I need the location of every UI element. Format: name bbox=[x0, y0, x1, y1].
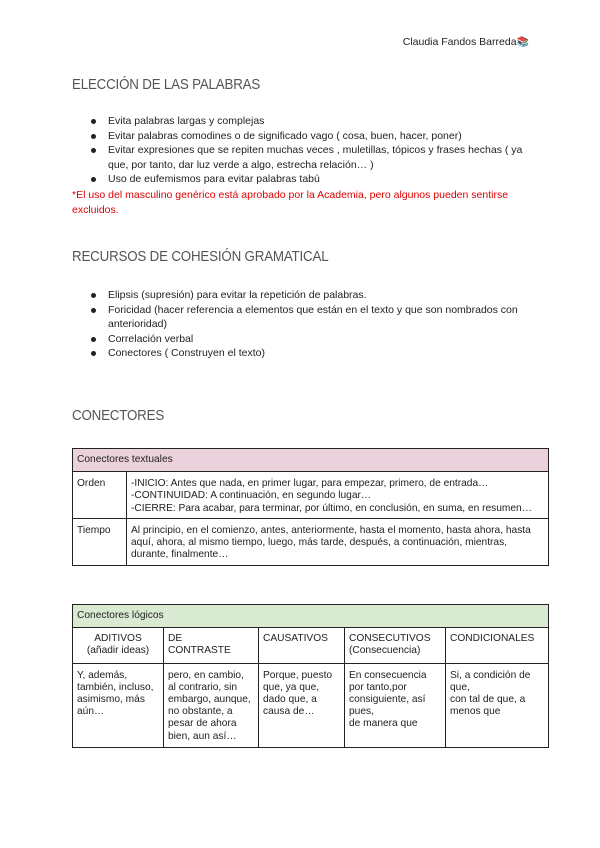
table-cell: En consecuencia por tanto,por consiguiente, así pues, de manera que bbox=[345, 663, 446, 747]
row-content bbox=[127, 472, 549, 519]
connector-line: -CIERRE: Para acabar, para terminar, por último, en conclusión, en suma, en resumen… bbox=[131, 502, 532, 514]
list-item: Uso de eufemismos para evitar palabras tabú bbox=[90, 172, 530, 187]
books-icon: 📚 bbox=[516, 37, 529, 48]
column-header: CONDICIONALES bbox=[446, 628, 549, 663]
masculine-generic-note: *El uso del masculino genérico está aprobado por la Academia, pero algunos pueden sentirse excluidos. bbox=[72, 189, 509, 216]
table-cell: Si, a condición de que, con tal de que, a menos que bbox=[446, 663, 549, 747]
table-row bbox=[73, 628, 549, 663]
table-header-row bbox=[73, 605, 549, 628]
row-label: Orden bbox=[73, 472, 127, 519]
table-header-row bbox=[73, 449, 549, 472]
list-item: Conectores ( Construyen el texto) bbox=[90, 346, 530, 361]
column-header: DE CONTRASTE bbox=[164, 628, 259, 663]
connector-line: -INICIO: Antes que nada, en primer lugar, para empezar, primero, de entrada… bbox=[131, 478, 489, 490]
column-header: CAUSATIVOS bbox=[259, 628, 345, 663]
table-header: Conectores textuales bbox=[73, 449, 549, 472]
section-title-eleccion: ELECCIÓN DE LAS PALABRAS bbox=[72, 77, 261, 93]
table-header: Conectores lógicos bbox=[73, 605, 549, 628]
list-item: Evitar expresiones que se repiten muchas veces , muletillas, tópicos y frases hechas ( ya que, por tanto, dar luz verde a algo, estrecha relación… ) bbox=[90, 143, 530, 172]
section-title-conectores: CONECTORES bbox=[72, 408, 165, 424]
table-row bbox=[73, 472, 549, 519]
column-header: CONSECUTIVOS (Consecuencia) bbox=[345, 628, 446, 663]
table-row bbox=[73, 518, 549, 566]
table-cell: pero, en cambio, al contrario, sin embargo, aunque, no obstante, a pesar de ahora bien, aun así… bbox=[164, 663, 259, 747]
row-label: Tiempo bbox=[73, 518, 127, 566]
author-name: Claudia Fandos Barreda bbox=[402, 36, 517, 48]
list-item: Evitar palabras comodines o de significado vago ( cosa, buen, hacer, poner) bbox=[90, 129, 530, 144]
author-header bbox=[403, 36, 529, 48]
bullet-list-cohesion bbox=[90, 288, 530, 361]
row-content bbox=[127, 518, 549, 566]
table-cell: Y, además, también, incluso, asimismo, más aún… bbox=[73, 663, 164, 747]
list-item: Elipsis (supresión) para evitar la repetición de palabras. bbox=[90, 288, 530, 303]
table-row bbox=[73, 663, 549, 747]
column-header: ADITIVOS (añadir ideas) bbox=[73, 628, 164, 663]
list-item: Correlación verbal bbox=[90, 332, 530, 347]
connector-line: -CONTINUIDAD: A continuación, en segundo lugar… bbox=[131, 490, 372, 502]
list-item: Foricidad (hacer referencia a elementos que están en el texto y que son nombrados con anterioridad) bbox=[90, 303, 530, 332]
table-cell: Porque, puesto que, ya que, dado que, a causa de… bbox=[259, 663, 345, 747]
section-title-cohesion: RECURSOS DE COHESIÓN GRAMATICAL bbox=[72, 249, 329, 265]
table-conectores-textuales bbox=[72, 448, 549, 566]
list-item: Evita palabras largas y complejas bbox=[90, 114, 530, 129]
connector-line: Al principio, en el comienzo, antes, anteriormente, hasta el momento, hasta ahora, hasta aquí, ahora, al mismo tiempo, luego, más tarde, después, a continuación, mientras, durante, finalmente… bbox=[131, 524, 531, 561]
table-conectores-logicos bbox=[72, 604, 549, 748]
bullet-list-eleccion bbox=[90, 114, 530, 187]
